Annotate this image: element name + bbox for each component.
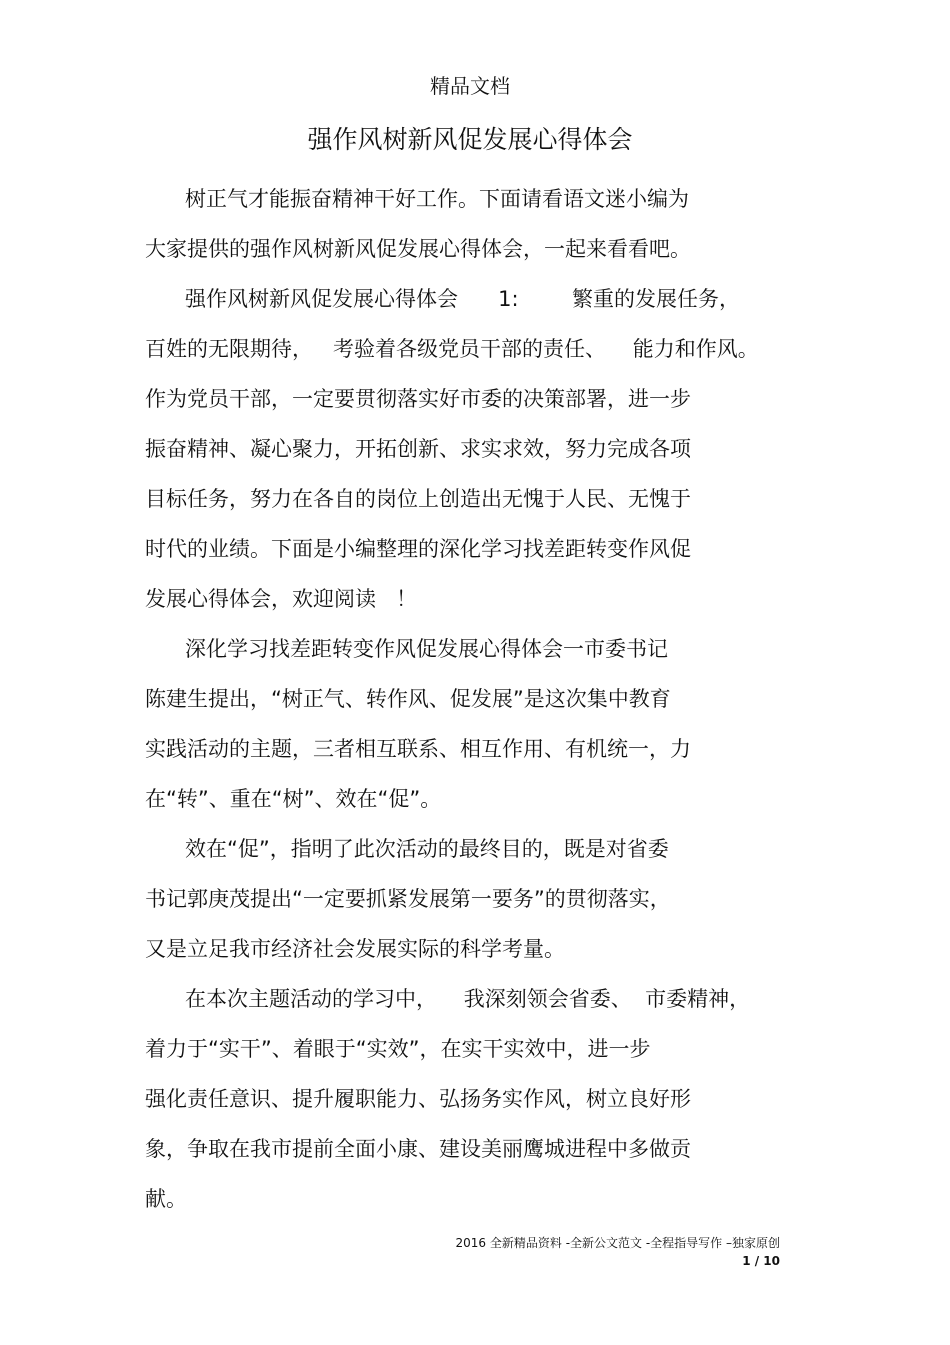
text-line: 强作风树新风促发展心得体会 1: 繁重的发展任务，: [145, 287, 740, 311]
text-line: 献。: [145, 1187, 187, 1211]
text-line: 目标任务，努力在各自的岗位上创造出无愧于人民、无愧于: [145, 487, 691, 511]
paragraph: [145, 824, 795, 974]
text-line: 实践活动的主题，三者相互联系、相互作用、有机统一，力: [145, 737, 691, 761]
text-line: 百姓的无限期待， 考验着各级党员干部的责任、 能力和作风。: [145, 337, 759, 361]
text-line: 在本次主题活动的学习中， 我深刻领会省委、 市委精神，: [145, 987, 751, 1011]
page-number: 1 / 10: [742, 1254, 780, 1268]
text-line: 振奋精神、凝心聚力，开拓创新、求实求效，努力完成各项: [145, 437, 691, 461]
paragraph: [145, 974, 795, 1224]
text-line: 强化责任意识、提升履职能力、弘扬务实作风，树立良好形: [145, 1087, 691, 1111]
text-line: 深化学习找差距转变作风促发展心得体会一市委书记: [145, 637, 669, 661]
text-line: 作为党员干部，一定要贯彻落实好市委的决策部署，进一步: [145, 387, 691, 411]
text-line: 树正气才能振奋精神干好工作。下面请看语文迷小编为: [145, 187, 690, 211]
text-line: 陈建生提出，“树正气、转作风、促发展”是这次集中教育: [145, 687, 671, 711]
text-line: 在“转”、重在“树”、效在“促”。: [145, 787, 442, 811]
text-line: 时代的业绩。下面是小编整理的深化学习找差距转变作风促: [145, 537, 691, 561]
page-footer: 2016 全新精品资料 -全新公文范文 -全程指导写作 –独家原创: [455, 1236, 780, 1250]
document-body: [145, 174, 795, 1224]
paragraph: [145, 274, 795, 624]
document-title: 强作风树新风促发展心得体会: [307, 125, 633, 154]
paragraph: [145, 174, 795, 274]
paragraph: [145, 624, 795, 824]
text-line: 效在“促”，指明了此次活动的最终目的，既是对省委: [145, 837, 669, 861]
text-line: 发展心得体会，欢迎阅读 ！: [145, 587, 418, 611]
page-header: 精品文档: [430, 74, 510, 98]
text-line: 大家提供的强作风树新风促发展心得体会，一起来看看吧。: [145, 237, 691, 261]
text-line: 着力于“实干”、着眼于“实效”，在实干实效中，进一步: [145, 1037, 651, 1061]
text-line: 象，争取在我市提前全面小康、建设美丽鹰城进程中多做贡: [145, 1137, 691, 1161]
text-line: 又是立足我市经济社会发展实际的科学考量。: [145, 937, 565, 961]
text-line: 书记郭庚茂提出“一定要抓紧发展第一要务”的贯彻落实，: [145, 887, 671, 911]
